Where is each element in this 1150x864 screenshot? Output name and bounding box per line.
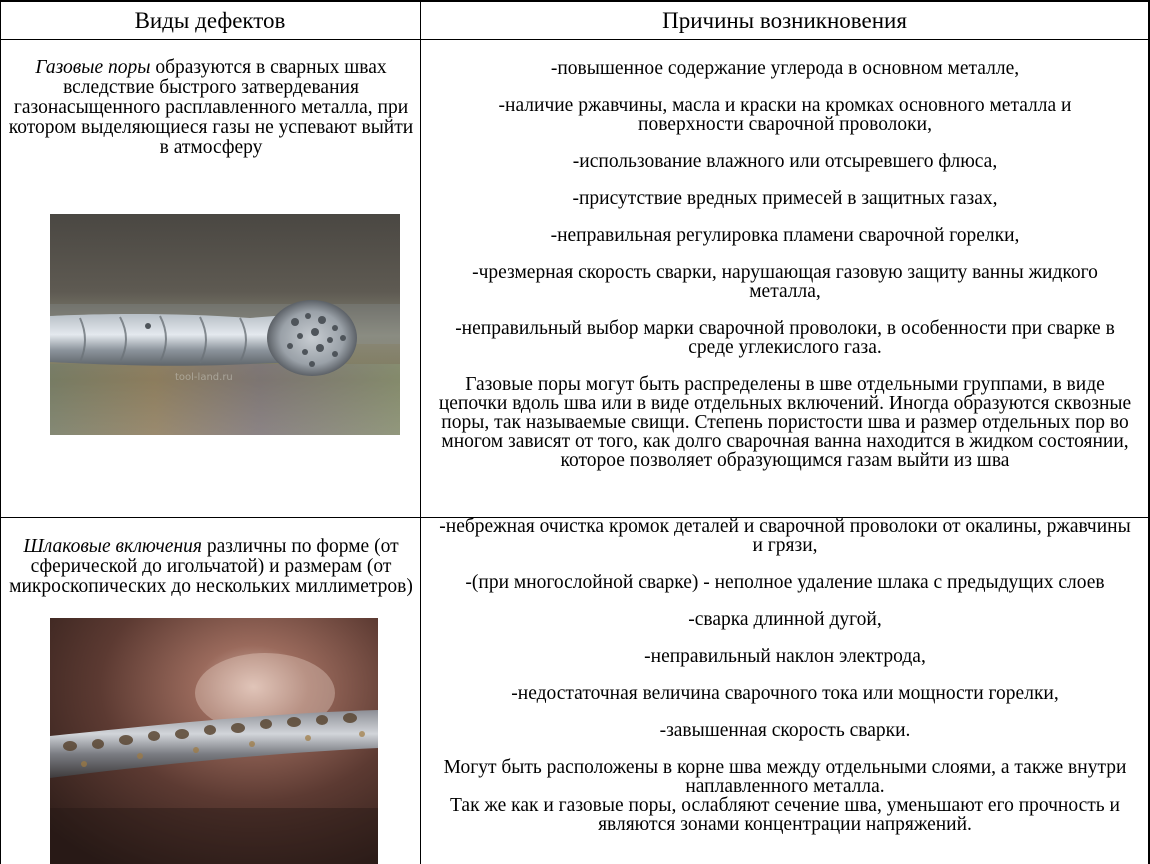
cause-item: -неправильный наклон электрода, — [644, 646, 926, 667]
cause-item: -неправильная регулировка пламени сварочной горелки, — [550, 225, 1020, 246]
header-causes: Причины возникновения — [662, 8, 907, 33]
cause-item: -наличие ржавчины, масла и краски на кромках основного металла и поверхности сварочной проволоки, — [498, 95, 1072, 135]
cause-item: -небрежная очистка кромок деталей и сварочной проволоки от окалины, ржавчины и грязи, — [439, 516, 1131, 556]
table-border-left — [0, 0, 1, 864]
slag-inclusions-causes — [425, 517, 1145, 834]
header-defect-types: Виды дефектов — [134, 8, 286, 33]
gas-pores-title: Газовые поры — [35, 57, 151, 78]
slag-inclusions-title: Шлаковые включения — [23, 536, 202, 557]
gas-pores-causes — [425, 59, 1145, 470]
slag-inclusions-text: различны по форме (от сферической до игольчатой) и размерам (от микроскопических до нескольких миллиметров) — [9, 536, 413, 597]
cause-item: -использование влажного или отсыревшего флюса, — [572, 151, 998, 172]
gas-pores-description — [6, 58, 416, 158]
gas-pores-text: образуются в сварных швах вследствие быстрого затвердевания газонасыщенного расплавленного металла, при котором выделяющиеся газы не успевают выйти в атмосферу — [8, 57, 414, 158]
slag-note-location: Могут быть расположены в корне шва между отдельными слоями, а также внутри наплавленного металла. — [443, 757, 1127, 797]
cause-item: -повышенное содержание углерода в основном металле, — [550, 58, 1020, 79]
slag-inclusions-description — [6, 537, 416, 597]
slag-note-effect: Так же как и газовые поры, ослабляют сечение шва, уменьшают его прочность и являются зонами концентрации напряжений. — [450, 795, 1120, 835]
gas-pores-note: Газовые поры могут быть распределены в шве отдельными группами, в виде цепочки вдоль шва или в виде отдельных включений. Иногда образуются сквозные поры, так называемые свищи. Степень пористости шва и размер отдельных пор во многом зависят от того, как долго сварочная ванна находится в жидком состоянии, которое позволяет образующимся газам выйти из шва — [438, 374, 1132, 471]
gas-pores-photo — [50, 214, 400, 435]
cause-item: -завышенная скорость сварки. — [659, 720, 911, 741]
cause-item: -присутствие вредных примесей в защитных газах, — [572, 188, 998, 209]
cause-item: -недостаточная величина сварочного тока или мощности горелки, — [511, 683, 1059, 704]
cause-item: -чрезмерная скорость сварки, нарушающая газовую защиту ванны жидкого металла, — [472, 262, 1098, 302]
cause-item: -(при многослойной сварке) - неполное удаление шлака с предыдущих слоев — [465, 572, 1105, 593]
photo-watermark: tool-land.ru — [175, 372, 233, 383]
column-divider — [420, 0, 421, 864]
slag-inclusions-photo — [50, 618, 378, 864]
cause-item: -неправильный выбор марки сварочной проволоки, в особенности при сварке в среде углекислого газа. — [455, 318, 1115, 358]
cause-item: -сварка длинной дугой, — [688, 609, 882, 630]
